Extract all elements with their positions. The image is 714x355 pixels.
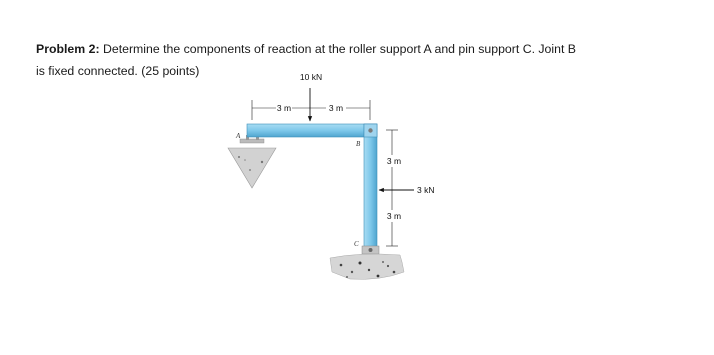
point-b-label: B xyxy=(356,140,361,148)
pin-support-c xyxy=(362,246,379,254)
problem-line-2: is fixed connected. (25 points) xyxy=(36,64,200,78)
roller-support-a xyxy=(228,135,276,188)
ground-c xyxy=(330,254,404,279)
vertical-dimension xyxy=(384,130,402,246)
problem-label: Problem 2: xyxy=(36,42,100,56)
point-a-label: A xyxy=(236,132,241,140)
load-3kn xyxy=(379,185,434,195)
load-top-label: 10 kN xyxy=(299,72,323,82)
dim-right-label: 3 m xyxy=(328,103,344,113)
dim-lower-vertical-label: 3 m xyxy=(386,211,402,221)
column-bc xyxy=(364,124,377,252)
horizontal-dimension xyxy=(252,100,370,120)
point-c-label: C xyxy=(354,240,359,248)
load-10kn xyxy=(300,72,322,121)
beam-ab xyxy=(247,124,377,137)
dim-upper-vertical-label: 3 m xyxy=(386,156,402,166)
load-side-label: 3 kN xyxy=(417,185,435,195)
problem-text-1: Determine the components of reaction at the roller support A and pin support C. Joint B xyxy=(102,42,576,56)
dim-left-label: 3 m xyxy=(276,103,292,113)
